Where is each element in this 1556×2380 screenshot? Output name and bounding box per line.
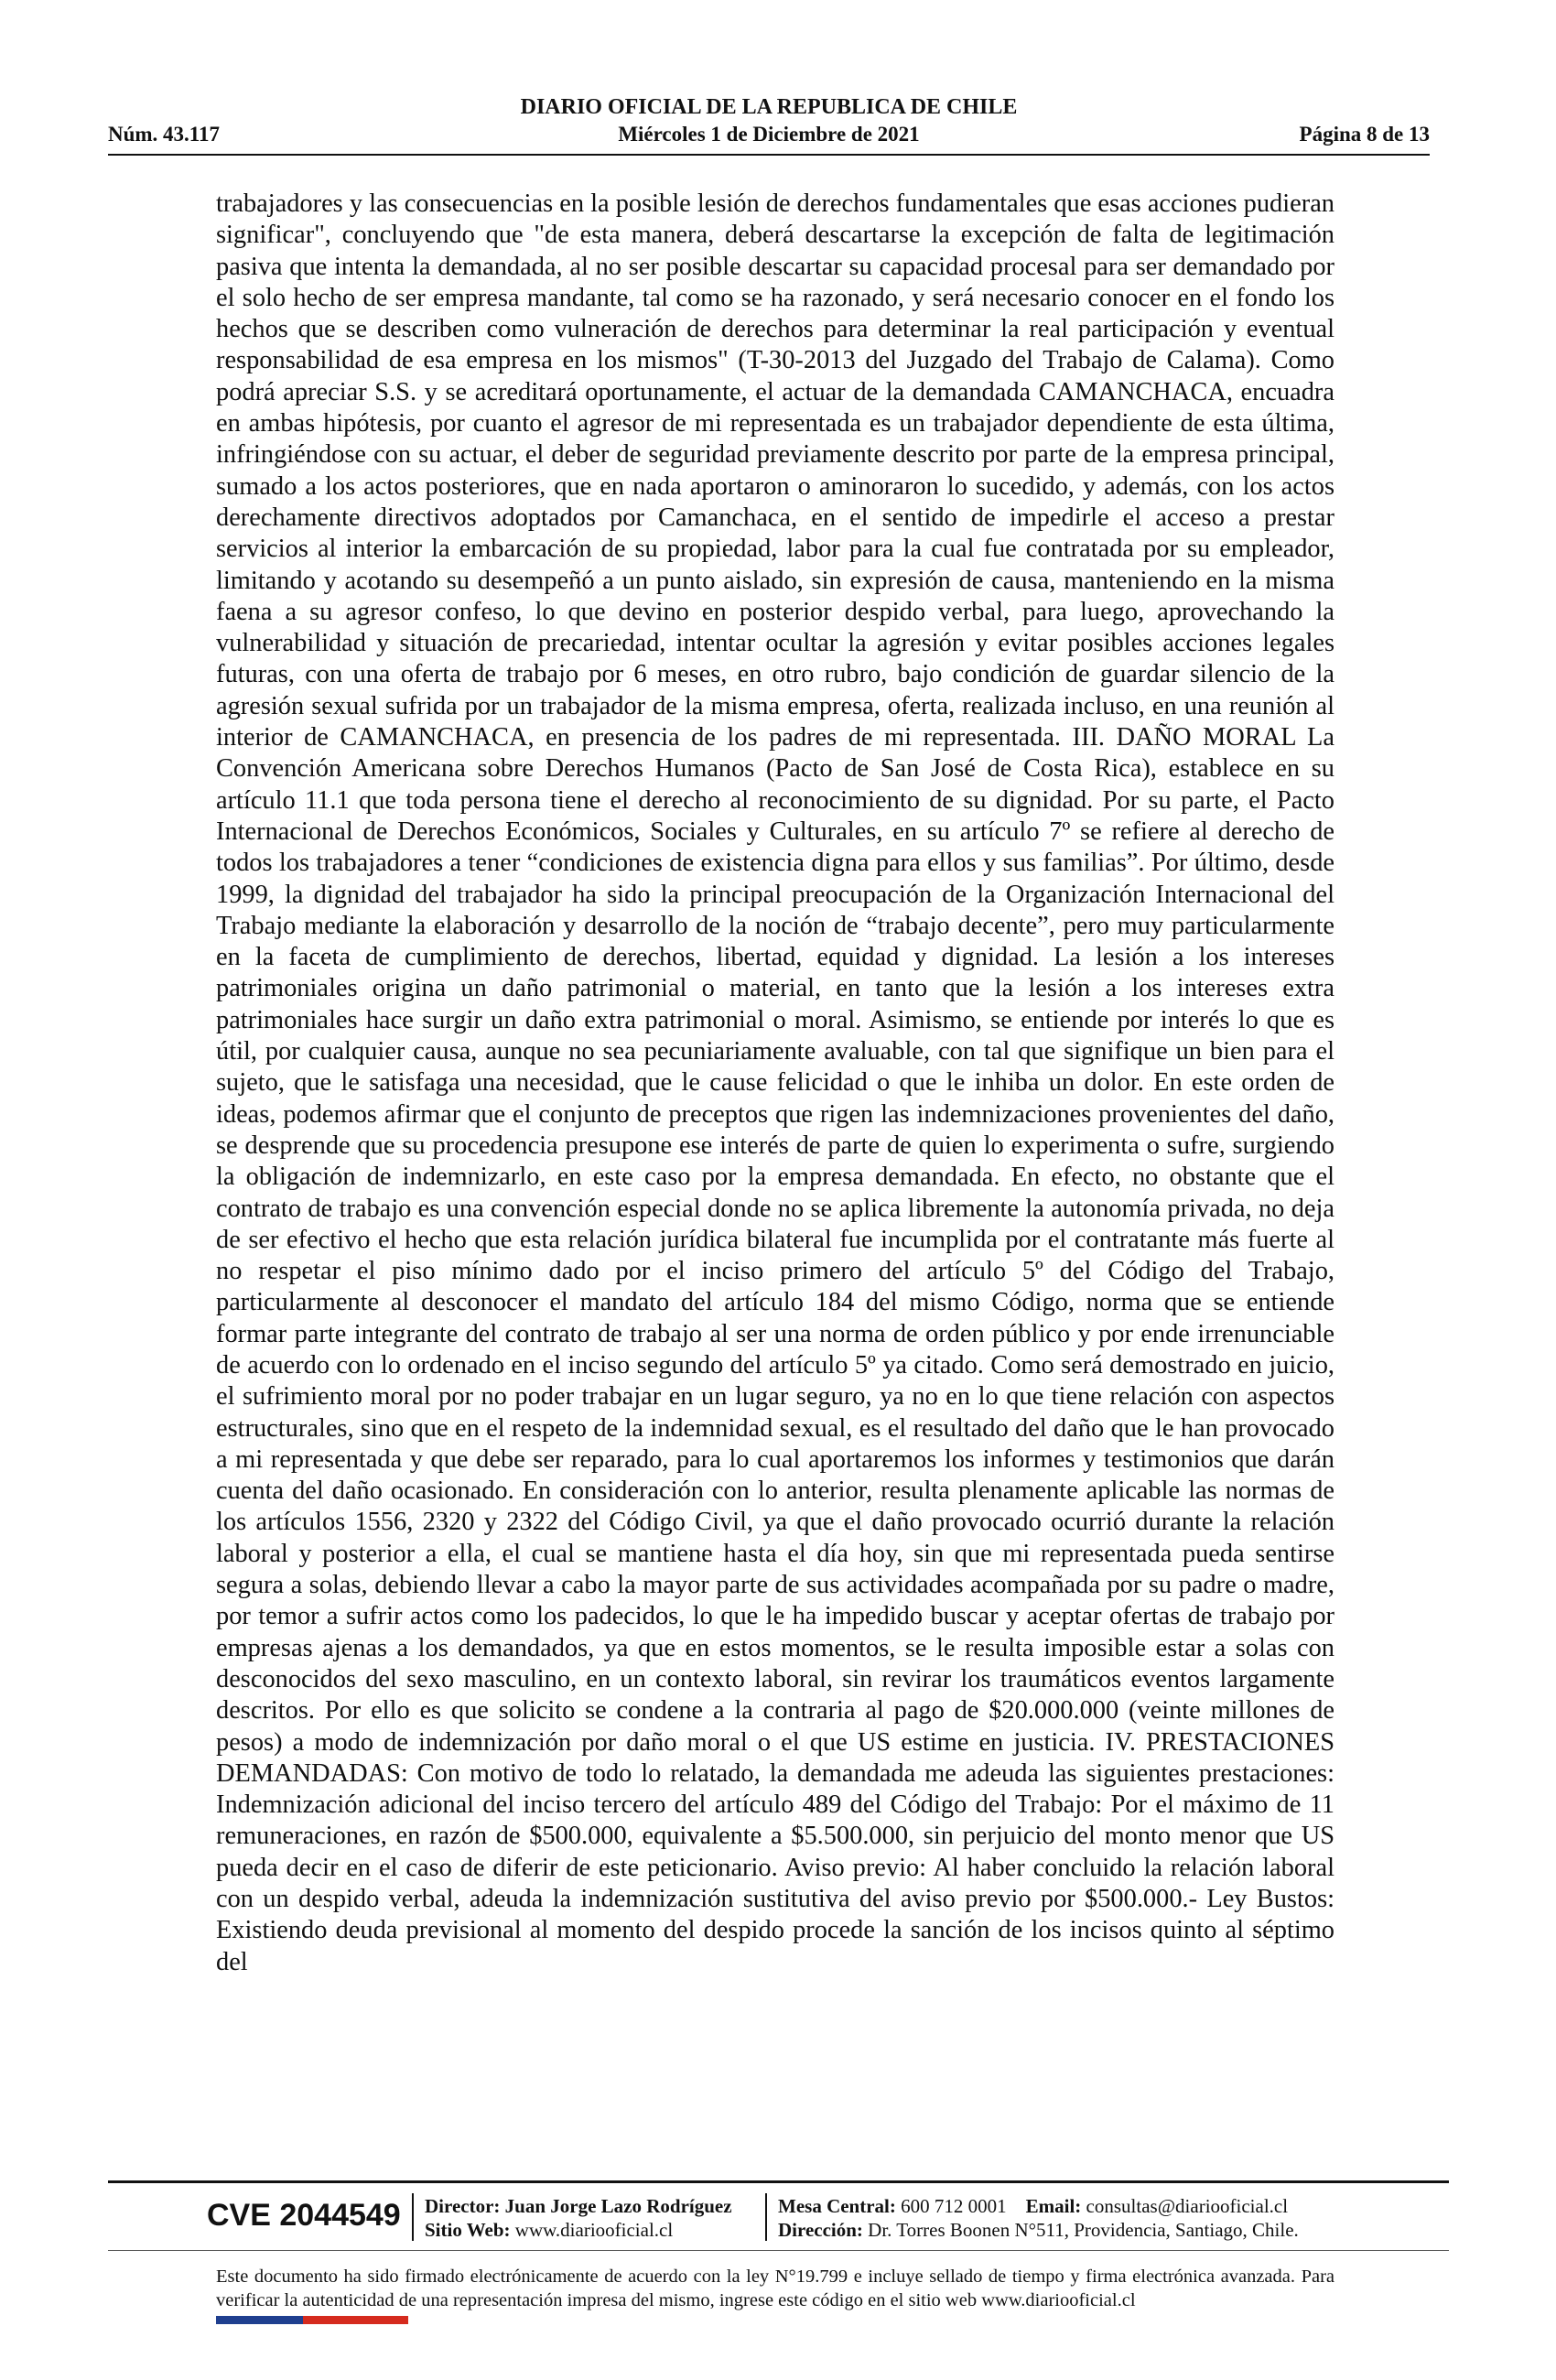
website-link[interactable]: www.diariooficial.cl <box>514 2219 674 2241</box>
page-number: Página 8 de 13 <box>1299 123 1430 146</box>
director-label: Director: <box>425 2195 501 2217</box>
cve-code: CVE 2044549 <box>207 2198 401 2233</box>
address-value: Dr. Torres Boonen N°511, Providencia, Santiago, Chile. <box>868 2219 1299 2241</box>
footer-contact-block <box>778 2194 1299 2242</box>
email-link[interactable]: consultas@diariooficial.cl <box>1086 2195 1289 2217</box>
footer-divider <box>108 2180 1449 2183</box>
footer-separator <box>412 2193 414 2241</box>
flag-red-segment <box>303 2316 408 2324</box>
website-label: Sitio Web: <box>425 2219 511 2241</box>
footer-separator <box>765 2193 767 2241</box>
phone-label: Mesa Central: <box>778 2195 896 2217</box>
address-label: Dirección: <box>778 2219 863 2241</box>
issue-number: Núm. 43.117 <box>108 123 221 146</box>
director-name: Juan Jorge Lazo Rodríguez <box>504 2195 732 2217</box>
flag-blue-segment <box>216 2316 303 2324</box>
body-text: trabajadores y las consecuencias en la posible lesión de derechos fundamentales que esas acciones pudieran significar", concluyendo que "de esta manera, deberá descartarse la excepción de falta de legitimación pasiva que intenta la demandada, al no ser posible descartar su capacidad procesal para ser demandado por el solo hecho de ser empresa mandante, tal como se ha razonado, y será necesario conocer en el fondo los hechos que se describen como vulneración de derechos para determinar la real participación y eventual responsabilidad de esa empresa en los mismos" (T-30-2013 del Juzgado del Trabajo de Calama). Como podrá apreciar S.S. y se acreditará oportunamente, el actuar de la demandada CAMANCHACA, encuadra en ambas hipótesis, por cuanto el agresor de mi representada es un trabajador dependiente de esta última, infringiéndose con su actuar, el deber de seguridad previamente descrito por parte de la empresa principal, sumado a los actos posteriores, que en nada aportaron o aminoraron lo sucedido, y además, con los actos derechamente directivos adoptados por Camanchaca, en el sentido de impedirle el acceso a prestar servicios al interior la embarcación de su propiedad, labor para la cual fue contratada por su empleador, limitando y acotando su desempeñó a un punto aislado, sin expresión de causa, manteniendo en la misma faena a su agresor confeso, lo que devino en posterior despido verbal, para luego, aprovechando la vulnerabilidad y situación de precariedad, intentar ocultar la agresión y evitar posibles acciones legales futuras, con una oferta de trabajo por 6 meses, en otro rubro, bajo condición de guardar silencio de la agresión sexual sufrida por un trabajador de la misma empresa, oferta, realizada incluso, en una reunión al interior de CAMANCHACA, en presencia de los padres de mi representada. III. DAÑO MORAL La Convención Americana sobre Derechos Humanos (Pacto de San José de Costa Rica), establece en su artículo 11.1 que toda persona tiene el derecho al reconocimiento de su dignidad. Por su parte, el Pacto Internacional de Derechos Económicos, Sociales y Culturales, en su artículo 7º se refiere al derecho de todos los trabajadores a tener “condiciones de existencia digna para ellos y sus familias”. Por último, desde 1999, la dignidad del trabajador ha sido la principal preocupación de la Organización Internacional del Trabajo mediante la elaboración y desarrollo de la noción de “trabajo decente”, pero muy particularmente en la faceta de cumplimiento de derechos, libertad, equidad y dignidad. La lesión a los intereses patrimoniales origina un daño patrimonial o material, en tanto que la lesión a los intereses extra patrimoniales hace surgir un daño extra patrimonial o moral. Asimismo, se entiende por interés lo que es útil, por cualquier causa, aunque no sea pecuniariamente avaluable, con tal que signifique un bien para el sujeto, que le satisfaga una necesidad, que le cause felicidad o que le inhiba un dolor. En este orden de ideas, podemos afirmar que el conjunto de preceptos que rigen las indemnizaciones provenientes del daño, se desprende que su procedencia presupone ese interés de parte de quien lo experimenta o sufre, surgiendo la obligación de indemnizarlo, en este caso por la empresa demandada. En efecto, no obstante que el contrato de trabajo es una convención especial donde no se aplica libremente la autonomía privada, no deja de ser efectivo el hecho que esta relación jurídica bilateral fue incumplida por el contratante más fuerte al no respetar el piso mínimo dado por el inciso primero del artículo 5º del Código del Trabajo, particularmente al desconocer el mandato del artículo 184 del mismo Código, norma que se entiende formar parte integrante del contrato de trabajo al ser una norma de orden público y por ende irrenunciable de acuerdo con lo ordenado en el inciso segundo del artículo 5º ya citado. Como será demostrado en juicio, el sufrimiento moral por no poder trabajar en un lugar seguro, ya no en lo que tiene relación con aspectos estructurales, sino que en el respeto de la indemnidad sexual, es el resultado del daño que le han provocado a mi representada y que debe ser reparado, para lo cual aportaremos los informes y testimonios que darán cuenta del daño ocasionado. En consideración con lo anterior, resulta plenamente aplicable las normas de los artículos 1556, 2320 y 2322 del Código Civil, ya que el daño provocado ocurrió durante la relación laboral y posterior a ella, el cual se mantiene hasta el día hoy, sin que mi representada pueda sentirse segura a solas, debiendo llevar a cabo la mayor parte de sus actividades acompañada por su padre o madre, por temor a sufrir actos como los padecidos, lo que le ha impedido buscar y aceptar ofertas de trabajo por empresas ajenas a los demandados, ya que en estos momentos, se le resulta imposible estar a solas con desconocidos del sexo masculino, en un contexto laboral, sin revirar los traumáticos eventos largamente descritos. Por ello es que solicito se condene a la contraria al pago de $20.000.000 (veinte millones de pesos) a modo de indemnización por daño moral o el que US estime en justicia. IV. PRESTACIONES DEMANDADAS: Con motivo de todo lo relatado, la demandada me adeuda las siguientes prestaciones: Indemnización adicional del inciso tercero del artículo 489 del Código del Trabajo: Por el máximo de 11 remuneraciones, en razón de $500.000, equivalente a $5.500.000, sin perjuicio del monto menor que US pueda decir en el caso de diferir de este peticionario. Aviso previo: Al haber concluido la relación laboral con un despido verbal, adeuda la indemnización sustitutiva del aviso previo por $500.000.- Ley Bustos: Existiendo deuda previsional al momento del despido procede la sanción de los incisos quinto al séptimo del <box>216 189 1334 1976</box>
email-label: Email: <box>1025 2195 1082 2217</box>
legal-notice: Este documento ha sido firmado electrónicamente de acuerdo con la ley N°19.799 e incluye sellado de tiempo y firma electrónica avanzada. Para verificar la autenticidad de una representación impresa del mismo, ingrese este código en el sitio web www.diariooficial.cl <box>216 2266 1334 2310</box>
footer-divider-thin <box>108 2250 1449 2251</box>
flag-stripe <box>216 2316 408 2324</box>
publication-title: DIARIO OFICIAL DE LA REPUBLICA DE CHILE <box>520 95 1018 119</box>
issue-date: Miércoles 1 de Diciembre de 2021 <box>618 123 920 146</box>
footer-director-block <box>425 2194 732 2242</box>
phone-value: 600 712 0001 <box>901 2195 1007 2217</box>
page-header <box>108 92 1430 152</box>
header-divider <box>108 154 1430 156</box>
